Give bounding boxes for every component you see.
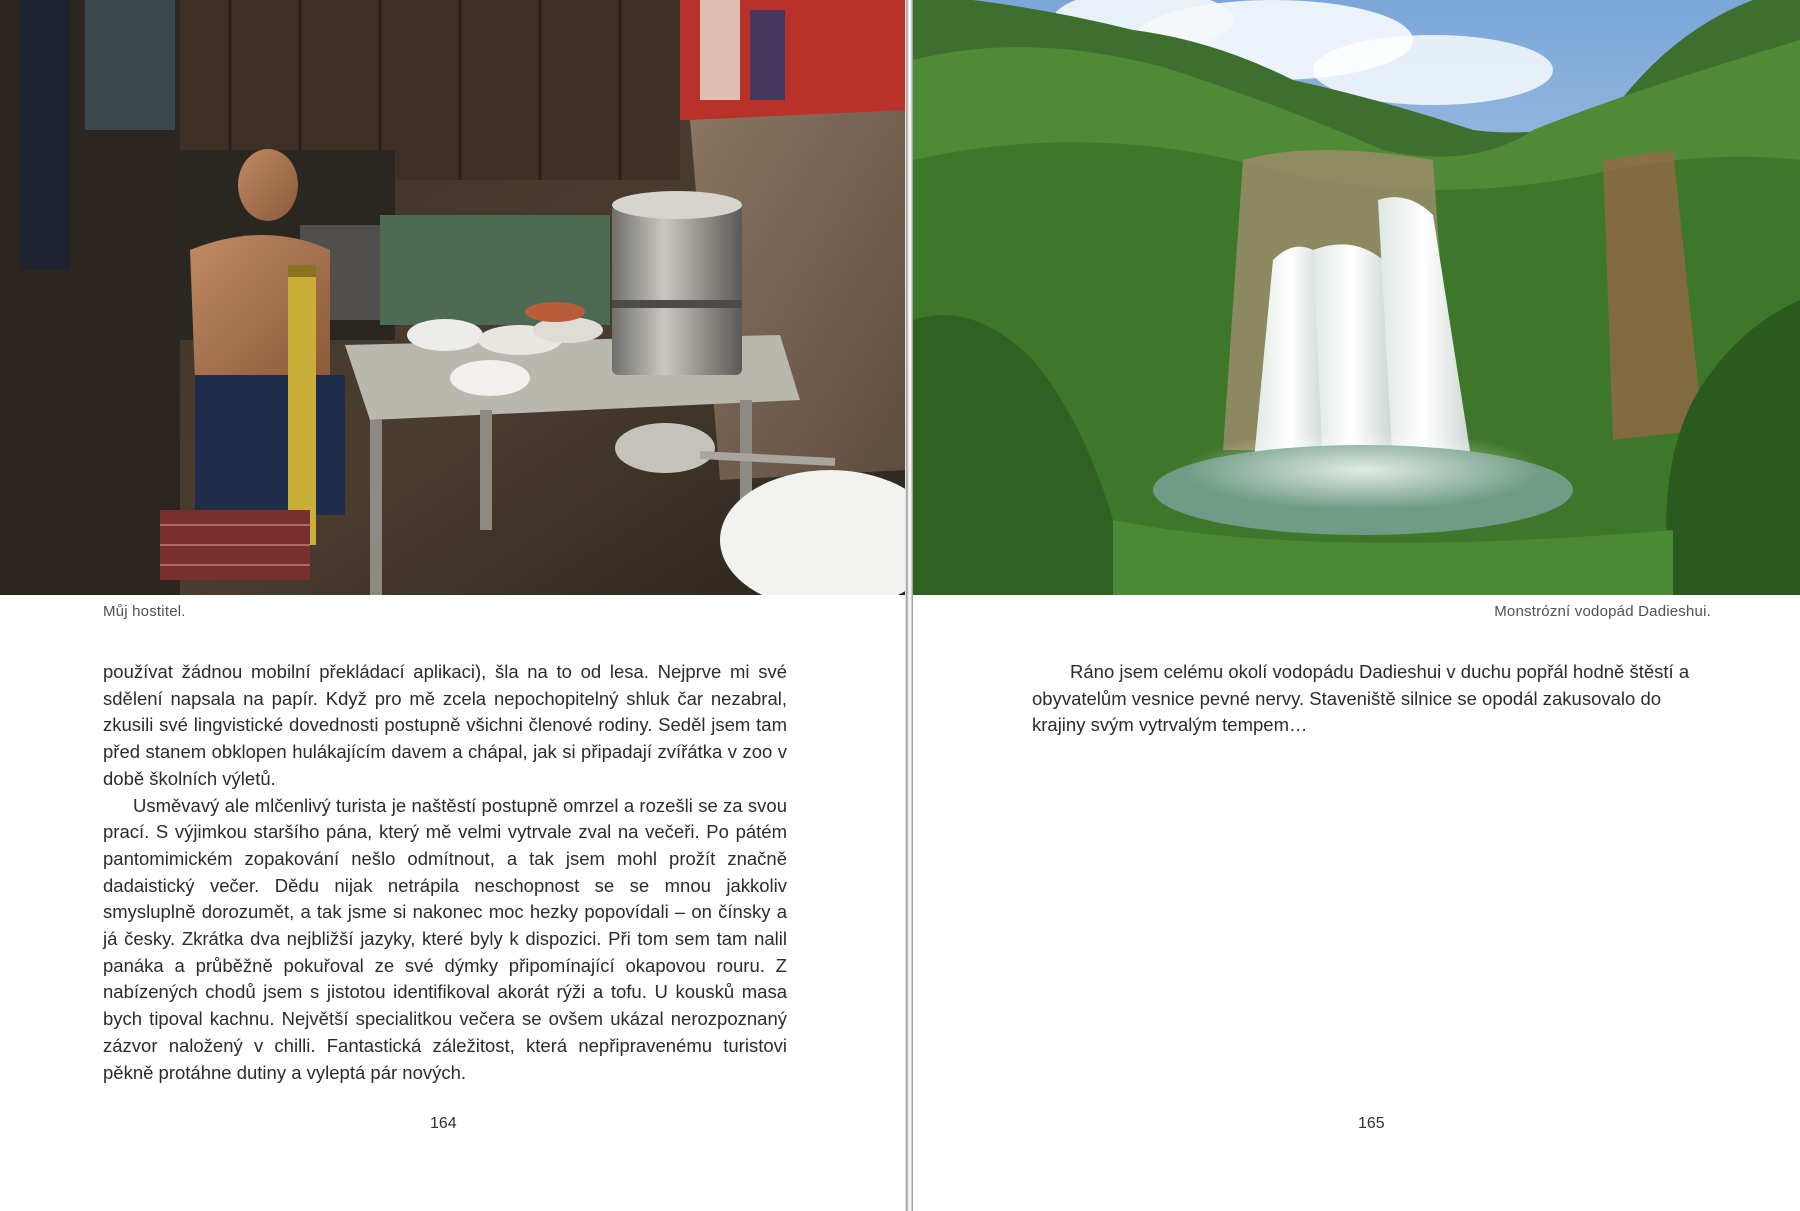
host-photo-illustration xyxy=(0,0,905,595)
paragraph: Ráno jsem celému okolí vodopádu Dadieshui v duchu popřál hodně štěstí a obyvatelům vesnice pevné nervy. Staveniště silnice se opodál zakusovalo do krajiny svým vytrvalým tempem… xyxy=(1032,661,1690,736)
waterfall-photo xyxy=(913,0,1800,595)
page-number: 164 xyxy=(430,1115,457,1132)
body-text xyxy=(1032,659,1712,739)
paragraph: používat žádnou mobilní překládací aplikaci), šla na to od lesa. Nejprve mi své sdělení napsala na papír. Když pro mě zcela nepochopitelný shluk čar nezabral, zkusili své lingvistické dovednosti postupně všichni členové rodiny. Seděl jsem tam před stanem obklopen hulákajícím davem a chápal, jak si připadají zvířátka v zoo v době školních výletů. xyxy=(103,661,787,789)
page-number: 165 xyxy=(1358,1115,1385,1132)
host-photo xyxy=(0,0,905,595)
photo-caption: Monstrózní vodopád Dadieshui. xyxy=(1494,603,1711,620)
right-page xyxy=(913,0,1800,1211)
waterfall-photo-illustration xyxy=(913,0,1800,595)
paragraph: Usměvavý ale mlčenlivý turista je naštěstí postupně omrzel a rozešli se za svou prací. S výjimkou staršího pána, který mě velmi vytrvale zval na večeři. Po pátém pantomimickém zopakování nešlo odmítnout, a tak jsem mohl prožít značně dadaistický večer. Dědu nijak netrápila neschopnost se se mnou jakkoliv smysluplně dorozumět, a tak jsme si nakonec moc hezky popovídali – on čínsky a já česky. Zkrátka dva nejbližší jazyky, které byly k dispozici. Při tom sem tam nalil panáka a průběžně pokuřoval ze své dýmky připomínající okapovou rouru. Z nabízených chodů jsem s jistotou identifikoval akorát rýži a tofu. U kousků masa bych tipoval kachnu. Největší specialitkou večera se ovšem ukázal nerozpoznaný zázvor naložený v chilli. Fantastická záležitost, která nepřipravenému turistovi pěkně protáhne dutiny a vyleptá pár nových. xyxy=(103,794,787,1083)
photo-caption: Můj hostitel. xyxy=(103,603,186,620)
book-gutter xyxy=(905,0,913,1211)
body-text xyxy=(103,659,787,1086)
